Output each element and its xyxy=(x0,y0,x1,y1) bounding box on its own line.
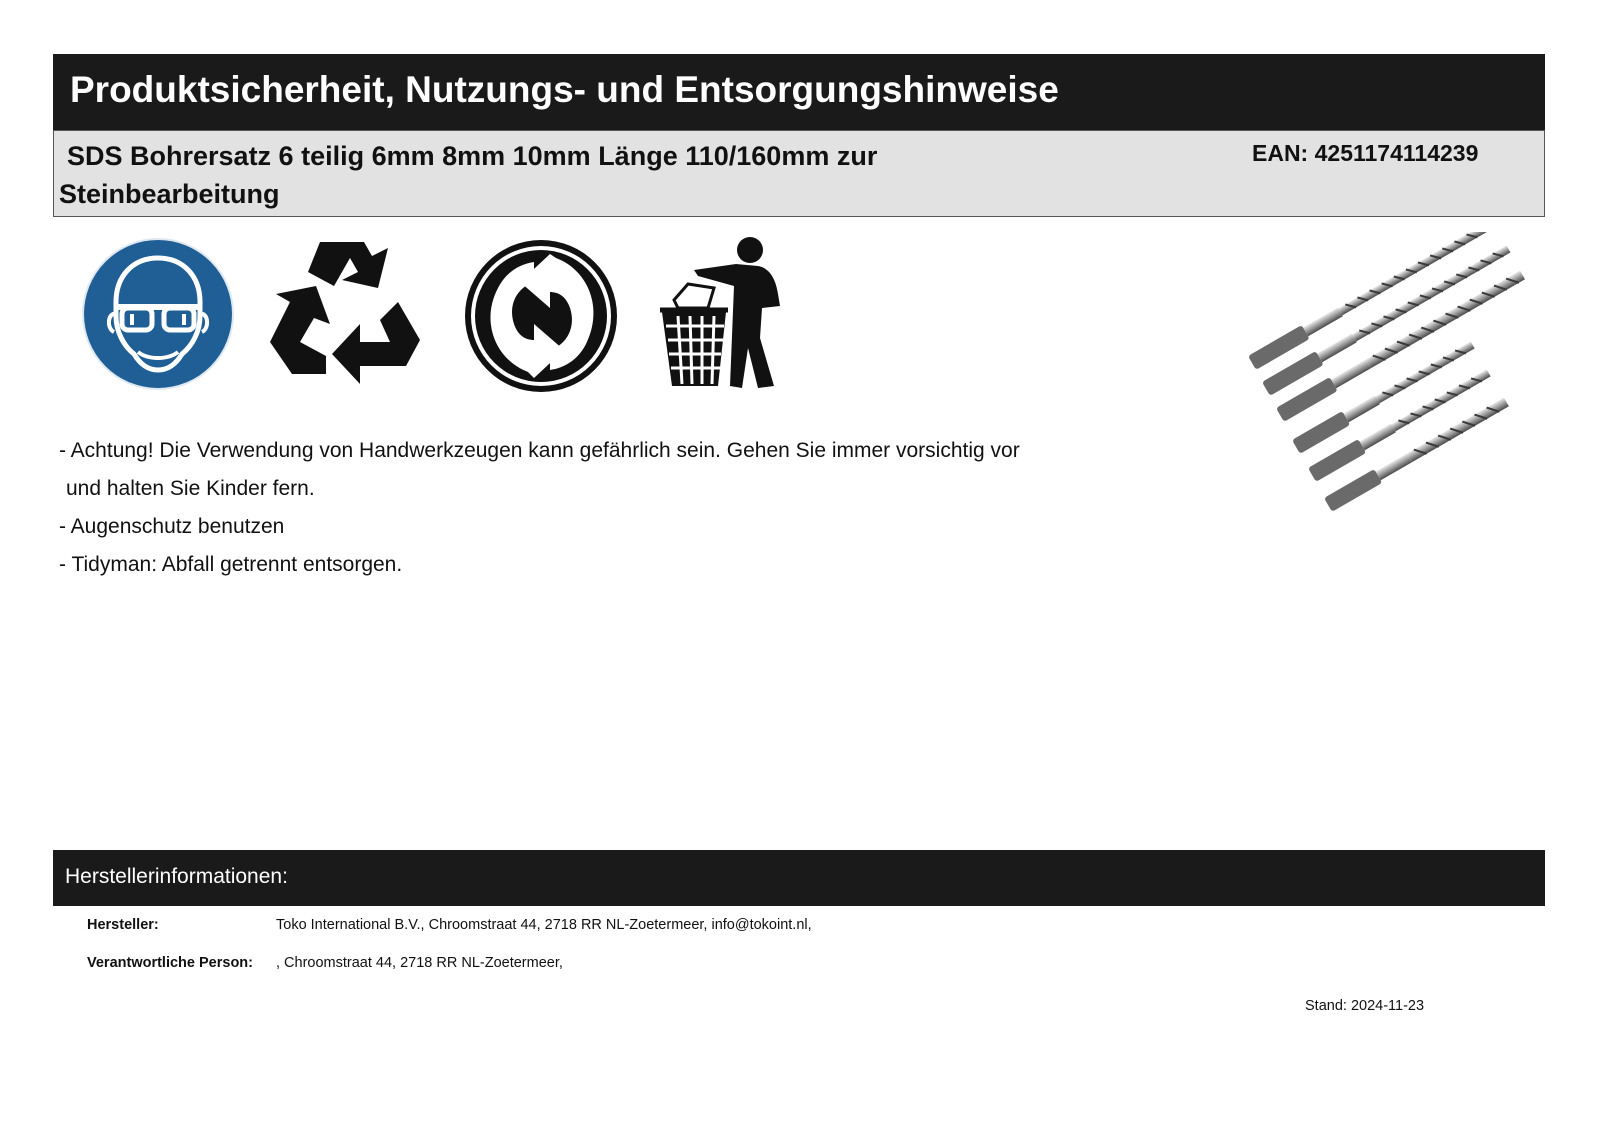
product-bar xyxy=(53,130,1545,217)
document-date: Stand: 2024-11-23 xyxy=(1305,998,1425,1014)
page-title: Produktsicherheit, Nutzungs- und Entsorgungshinweise xyxy=(70,69,1059,110)
recycling-icon xyxy=(268,236,434,402)
product-name: SDS Bohrersatz 6 teilig 6mm 8mm 10mm Länge 110/160mm zur Steinbearbeitung xyxy=(59,141,878,209)
responsible-person-label: Verantwortliche Person: xyxy=(87,955,253,971)
ean-number: EAN: 4251174114239 xyxy=(1252,140,1479,166)
note-warning: - Achtung! Die Verwendung von Handwerkzeugen kann gefährlich sein. Gehen Sie immer vorsichtig vor xyxy=(59,439,1020,462)
manufacturer-section-title: Herstellerinformationen: xyxy=(65,865,288,888)
manufacturer-label: Hersteller: xyxy=(87,917,159,933)
manufacturer-value: Toko International B.V., Chroomstraat 44, 2718 RR NL-Zoetermeer, info@tokoint.nl, xyxy=(276,917,812,933)
note-tidyman: - Tidyman: Abfall getrennt entsorgen. xyxy=(59,553,403,576)
note-warning-continued: und halten Sie Kinder fern. xyxy=(66,477,315,500)
tidyman-icon xyxy=(654,236,820,402)
green-dot-icon xyxy=(458,236,624,402)
symbol-row xyxy=(78,236,798,402)
note-eye-protection: - Augenschutz benutzen xyxy=(59,515,285,538)
manufacturer-bar xyxy=(53,850,1545,906)
eye-protection-icon xyxy=(78,236,244,402)
safety-notes xyxy=(59,432,1139,584)
responsible-person-value: , Chroomstraat 44, 2718 RR NL-Zoetermeer, xyxy=(276,955,563,971)
title-bar xyxy=(53,54,1545,130)
drill-bit-set-image xyxy=(1248,232,1548,522)
